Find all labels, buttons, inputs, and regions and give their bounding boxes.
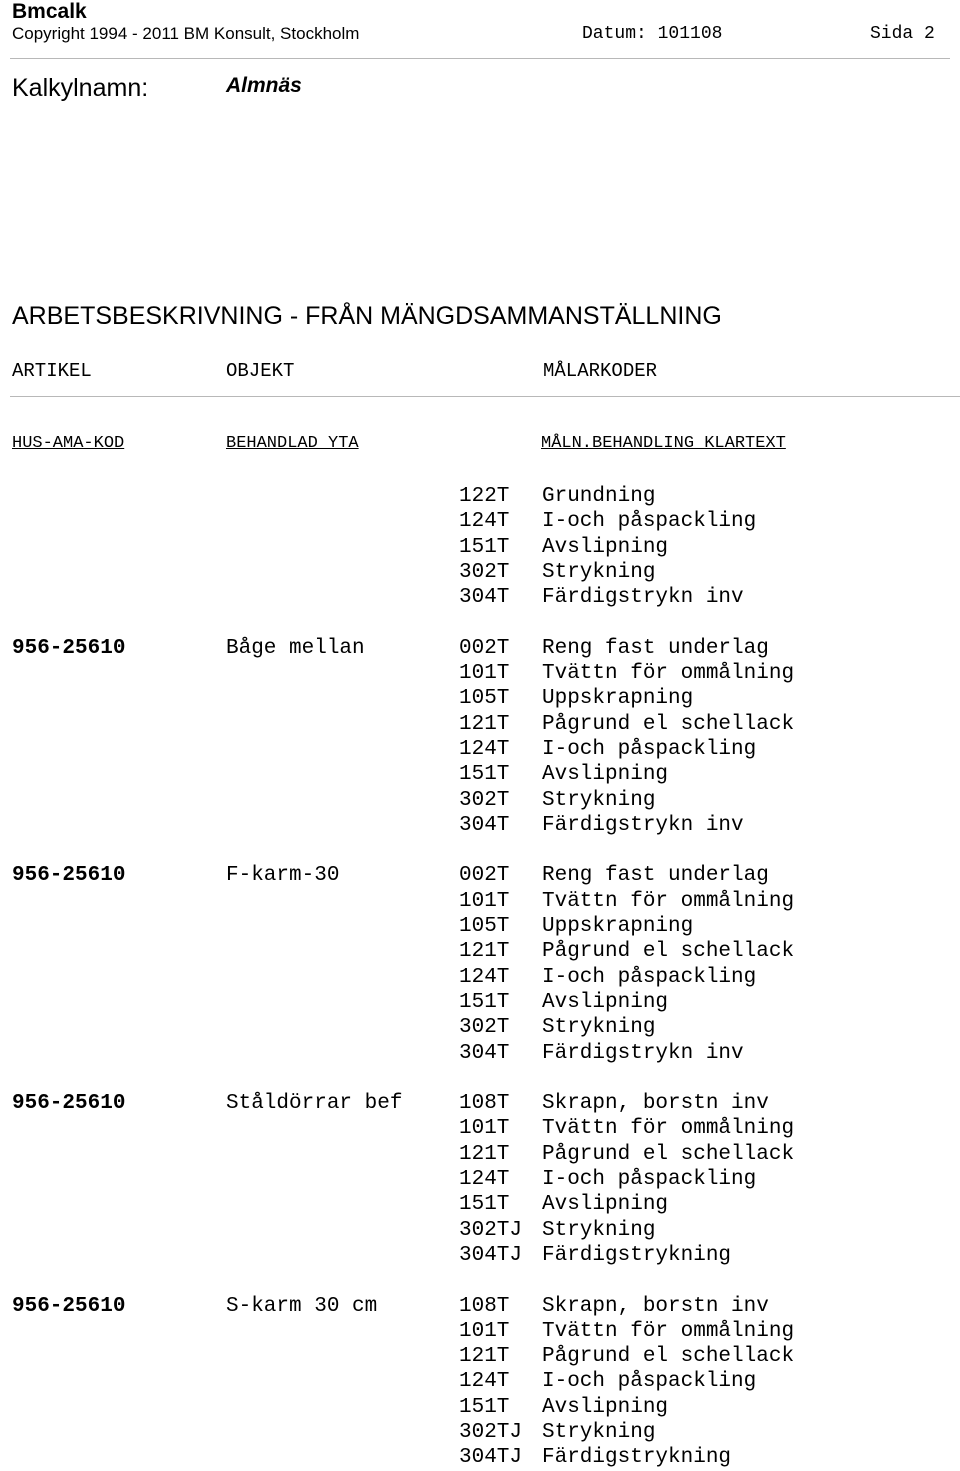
painter-code: 304TJ	[459, 1446, 523, 1470]
treatment-text: Färdigstrykn inv	[542, 1041, 744, 1065]
table-row	[0, 1192, 960, 1217]
treatment-text: Strykning	[542, 560, 656, 584]
date-label: Datum: 101108	[582, 24, 723, 44]
subheader-behandlad-yta: BEHANDLAD YTA	[226, 434, 359, 453]
table-row	[0, 484, 960, 509]
painter-code: 101T	[459, 1117, 510, 1141]
page-number: Sida 2	[870, 24, 935, 44]
table-row	[0, 889, 960, 914]
table-row	[0, 686, 960, 711]
painter-code: 121T	[459, 712, 510, 736]
table-row	[0, 813, 960, 838]
table-row	[0, 965, 960, 990]
treatment-text: Tvättn för ommålning	[542, 1117, 795, 1141]
treatment-text: Pågrund el schellack	[542, 712, 795, 736]
subheader-maln-behandling: MÅLN.BEHANDLING KLARTEXT	[541, 434, 786, 453]
group-spacer	[0, 610, 960, 635]
painter-code: 124T	[459, 1168, 510, 1192]
treatment-text: Tvättn för ommålning	[542, 662, 795, 686]
column-header-malarkoder: MÅLARKODER	[543, 360, 658, 382]
table-row	[0, 914, 960, 939]
table-row	[0, 1369, 960, 1394]
treatment-text: I-och påspackling	[542, 1370, 757, 1394]
treatment-text: Strykning	[542, 1218, 656, 1242]
table-row	[0, 1015, 960, 1040]
column-header-artikel: ARTIKEL	[12, 360, 92, 382]
treatment-text: Avslipning	[542, 535, 669, 559]
painter-code: 304T	[459, 813, 510, 837]
treatment-text: Strykning	[542, 1016, 656, 1040]
painter-code: 002T	[459, 636, 510, 660]
article-code: 956-25610	[12, 1092, 126, 1116]
treatment-text: Uppskrapning	[542, 915, 694, 939]
treatment-text: Strykning	[542, 1420, 656, 1444]
object-name: Ståldörrar bef	[226, 1092, 403, 1116]
article-code: 956-25610	[12, 1294, 126, 1318]
table-row	[0, 636, 960, 661]
treatment-text: I-och påspackling	[542, 510, 757, 534]
painter-code: 105T	[459, 687, 510, 711]
treatment-text: Strykning	[542, 788, 656, 812]
column-header-divider	[10, 396, 960, 397]
painter-code: 151T	[459, 1395, 510, 1419]
painter-code: 302T	[459, 788, 510, 812]
calculation-name: Almnäs	[226, 74, 302, 97]
table-row	[0, 762, 960, 787]
painter-code: 124T	[459, 965, 510, 989]
painter-code: 124T	[459, 1370, 510, 1394]
treatment-text: Färdigstrykn inv	[542, 813, 744, 837]
painter-code: 121T	[459, 1142, 510, 1166]
column-header-objekt: OBJEKT	[226, 360, 295, 382]
table-row	[0, 863, 960, 888]
table-row	[0, 1420, 960, 1445]
table-row	[0, 1243, 960, 1268]
treatment-text: I-och påspackling	[542, 965, 757, 989]
subheader-hus-ama-kod: HUS-AMA-KOD	[12, 434, 125, 453]
painter-code: 105T	[459, 915, 510, 939]
copyright-text: Copyright 1994 - 2011 BM Konsult, Stockholm	[12, 24, 360, 43]
treatment-text: Avslipning	[542, 990, 669, 1014]
app-title: Bmcalk	[12, 0, 87, 23]
group-spacer	[0, 1268, 960, 1293]
treatment-text: Pågrund el schellack	[542, 1345, 795, 1369]
work-description-list	[0, 484, 960, 1471]
treatment-text: I-och påspackling	[542, 737, 757, 761]
treatment-text: Reng fast underlag	[542, 636, 769, 660]
painter-code: 101T	[459, 662, 510, 686]
painter-code: 302TJ	[459, 1420, 523, 1444]
treatment-text: Avslipning	[542, 763, 669, 787]
treatment-text: Reng fast underlag	[542, 864, 769, 888]
painter-code: 302TJ	[459, 1218, 523, 1242]
table-row	[0, 509, 960, 534]
painter-code: 124T	[459, 510, 510, 534]
table-row	[0, 788, 960, 813]
article-code: 956-25610	[12, 864, 126, 888]
painter-code: 121T	[459, 940, 510, 964]
table-row	[0, 712, 960, 737]
painter-code: 304TJ	[459, 1243, 523, 1267]
painter-code: 302T	[459, 1016, 510, 1040]
treatment-text: Avslipning	[542, 1395, 669, 1419]
table-row	[0, 585, 960, 610]
painter-code: 124T	[459, 737, 510, 761]
table-row	[0, 535, 960, 560]
painter-code: 002T	[459, 864, 510, 888]
treatment-text: Färdigstrykning	[542, 1446, 732, 1470]
painter-code: 101T	[459, 889, 510, 913]
table-row	[0, 1319, 960, 1344]
calculation-name-label: Kalkylnamn:	[12, 74, 149, 102]
painter-code: 302T	[459, 560, 510, 584]
table-row	[0, 939, 960, 964]
painter-code: 101T	[459, 1319, 510, 1343]
header-divider	[10, 58, 950, 59]
painter-code: 121T	[459, 1345, 510, 1369]
table-row	[0, 1445, 960, 1470]
article-code: 956-25610	[12, 636, 126, 660]
painter-code: 304T	[459, 1041, 510, 1065]
group-spacer	[0, 838, 960, 863]
table-row	[0, 560, 960, 585]
table-row	[0, 1091, 960, 1116]
painter-code: 151T	[459, 763, 510, 787]
table-row	[0, 1142, 960, 1167]
treatment-text: Färdigstrykn inv	[542, 586, 744, 610]
treatment-text: Avslipning	[542, 1193, 669, 1217]
table-row	[0, 1294, 960, 1319]
table-row	[0, 1041, 960, 1066]
treatment-text: Tvättn för ommålning	[542, 1319, 795, 1343]
treatment-text: Grundning	[542, 485, 656, 508]
table-row	[0, 737, 960, 762]
treatment-text: I-och påspackling	[542, 1168, 757, 1192]
painter-code: 108T	[459, 1092, 510, 1116]
treatment-text: Pågrund el schellack	[542, 940, 795, 964]
table-row	[0, 1218, 960, 1243]
table-row	[0, 990, 960, 1015]
table-row	[0, 1344, 960, 1369]
table-row	[0, 1167, 960, 1192]
painter-code: 108T	[459, 1294, 510, 1318]
painter-code: 122T	[459, 485, 510, 508]
treatment-text: Uppskrapning	[542, 687, 694, 711]
table-row	[0, 661, 960, 686]
treatment-text: Skrapn, borstn inv	[542, 1092, 769, 1116]
table-row	[0, 1395, 960, 1420]
painter-code: 151T	[459, 990, 510, 1014]
treatment-text: Tvättn för ommålning	[542, 889, 795, 913]
painter-code: 304T	[459, 586, 510, 610]
treatment-text: Pågrund el schellack	[542, 1142, 795, 1166]
section-title: ARBETSBESKRIVNING - FRÅN MÄNGDSAMMANSTÄLLNING	[12, 302, 722, 330]
table-row	[0, 1116, 960, 1141]
treatment-text: Färdigstrykning	[542, 1243, 732, 1267]
object-name: S-karm 30 cm	[226, 1294, 378, 1318]
group-spacer	[0, 1066, 960, 1091]
painter-code: 151T	[459, 535, 510, 559]
painter-code: 151T	[459, 1193, 510, 1217]
object-name: F-karm-30	[226, 864, 340, 888]
object-name: Båge mellan	[226, 636, 365, 660]
treatment-text: Skrapn, borstn inv	[542, 1294, 769, 1318]
